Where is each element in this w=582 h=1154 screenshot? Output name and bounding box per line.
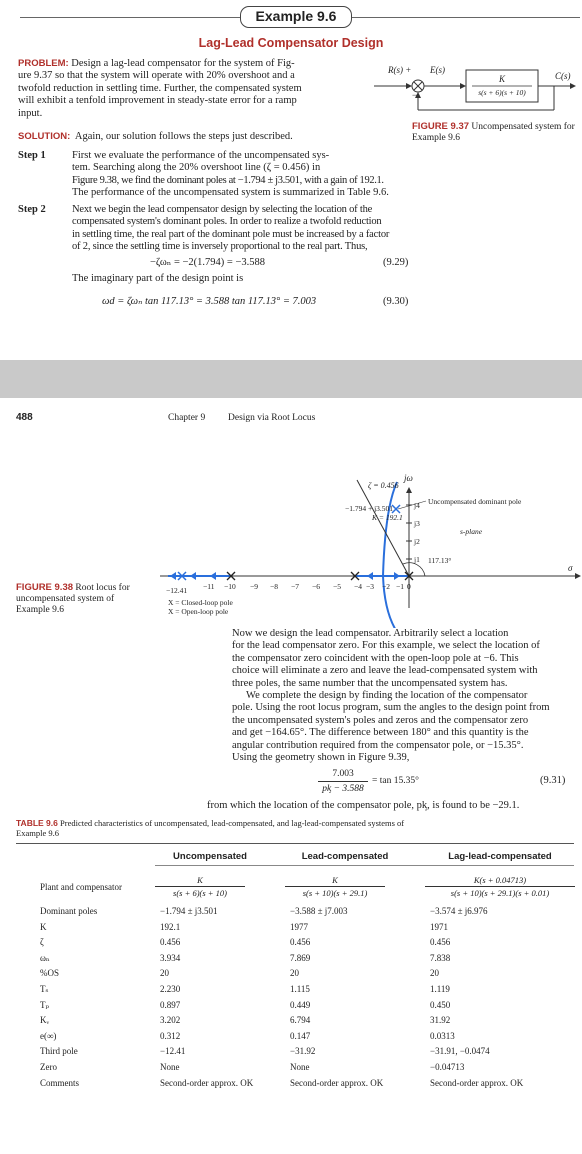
body-line: Using the geometry shown in Figure 9.39, xyxy=(232,752,410,764)
equation-929: −ζωₙ = −2(1.794) = −3.588 xyxy=(150,257,266,268)
body-line: Now we design the lead compensator. Arbitrarily select a location xyxy=(232,628,509,639)
tf-numerator: K xyxy=(498,74,505,84)
final-line: from which the location of the compensator pole, pᶄ, is found to be −29.1. xyxy=(207,800,520,811)
locus-branch-upper xyxy=(383,482,397,576)
row-label: Zero xyxy=(40,1062,57,1072)
row-label: Tₚ xyxy=(40,999,50,1010)
problem-line: will exhibit a tenfold improvement in steady-state error for a ramp xyxy=(18,95,297,107)
minus-sign: − xyxy=(412,90,418,100)
plant-num: K xyxy=(197,875,203,885)
table-header-rule xyxy=(155,865,574,866)
problem-line: Design a lag-lead compensator for the system of Fig- xyxy=(71,58,295,69)
table-cell: 3.934 xyxy=(160,952,181,963)
table-cell: 20 xyxy=(160,968,169,979)
chapter-title: Design via Root Locus xyxy=(228,413,316,423)
body-paragraph-1 xyxy=(232,628,572,690)
body-line: for the lead compensator zero. For this example, we select the location of xyxy=(232,640,540,652)
table-cell: 0.449 xyxy=(290,999,311,1010)
table-label: TABLE 9.6 xyxy=(16,818,58,828)
step2-line: Next we begin the lead compensator design by selecting the location of the xyxy=(72,204,373,215)
table-cell: 3.202 xyxy=(160,1015,181,1026)
problem-line: twofold reduction in settling time. Further, the compensated system xyxy=(18,82,302,94)
plant-uncompensated xyxy=(155,875,245,898)
figure937-label: FIGURE 9.37 xyxy=(412,121,470,132)
legend-closed-loop: X = Closed-loop pole xyxy=(168,598,233,607)
body-line: the uncompensated system's poles and zeros and the compensator zero xyxy=(232,714,529,726)
table-cell: 31.92 xyxy=(430,1015,451,1026)
step1-paragraph xyxy=(72,150,417,200)
error-label: E(s) xyxy=(430,65,445,75)
table-cell: 1.119 xyxy=(430,984,450,994)
row-label: K xyxy=(40,921,47,932)
table-cell: 0.312 xyxy=(160,1030,181,1041)
pole-point-label: −1.794 + j3.501 xyxy=(345,504,394,513)
body-line: We complete the design by finding the location of the compensator xyxy=(246,690,528,701)
plant-lead xyxy=(285,875,385,898)
row-label: ωₙ xyxy=(40,952,50,963)
table-cell: None xyxy=(290,1062,310,1072)
page-488 xyxy=(0,398,582,1154)
table-caption xyxy=(16,818,576,838)
table-caption-text-2: Example 9.6 xyxy=(16,828,59,838)
table-cell: 6.794 xyxy=(290,1015,311,1026)
figure938-caption xyxy=(16,582,166,616)
row-label: Third pole xyxy=(40,1046,78,1057)
step2-line: compensated system's dominant poles. In order to realize a twofold reduction xyxy=(72,216,382,228)
table-cell: 0.456 xyxy=(290,937,311,948)
step1-line: First we evaluate the performance of the uncompensated sys- xyxy=(72,150,330,161)
body-paragraph-2 xyxy=(232,690,572,764)
figure938-caption-line: uncompensated system of xyxy=(16,594,115,604)
plant-num: K(s + 0.04713) xyxy=(473,875,527,885)
x-tick: −8 xyxy=(270,582,278,591)
table-top-rule xyxy=(16,843,574,844)
table-cell: 7.838 xyxy=(430,952,451,963)
body-line: pole. Using the root locus program, sum the angles to the design point from xyxy=(232,702,550,714)
table-cell: 0.147 xyxy=(290,1030,311,1041)
row-label: e(∞) xyxy=(40,1030,57,1041)
eq931-denominator: pᶄ − 3.588 xyxy=(322,784,364,794)
figure937-caption xyxy=(412,121,582,144)
x-tick: −2 xyxy=(382,582,390,591)
table-cell: −1.794 ± j3.501 xyxy=(160,906,218,916)
table-cell: Second-order approx. OK xyxy=(290,1077,384,1088)
table-cell: 1.115 xyxy=(290,984,310,994)
step2-line: of 2, since the settling time is inversely proportional to the real part. Thus, xyxy=(72,241,368,253)
body-line: three poles, the same number that the uncompensated system has. xyxy=(232,677,508,689)
annotation-leader xyxy=(398,501,426,509)
step1-label: Step 1 xyxy=(18,150,46,161)
body-line: and get −164.65°. The difference between 180° and this quantity is the xyxy=(232,727,529,739)
col-header-uncompensated: Uncompensated xyxy=(173,851,247,862)
table-cell: 1971 xyxy=(430,921,448,932)
row-label-plant: Plant and compensator xyxy=(40,882,122,892)
table-caption-text: Predicted characteristics of uncompensated, lead-compensated, and lag-lead-compensated systems of xyxy=(60,818,405,828)
figure938-caption-line: Root locus for xyxy=(75,583,130,593)
tick-j2: j2 xyxy=(414,537,420,546)
eq931-numerator: 7.003 xyxy=(332,769,354,779)
table-cell: 0.456 xyxy=(430,937,451,948)
table-cell: 20 xyxy=(290,968,299,979)
page-separator xyxy=(0,360,582,398)
equation-930: ωd = ζωₙ tan 117.13° = 3.588 tan 117.13° = 7.003 xyxy=(102,296,317,307)
row-label: Kᵥ xyxy=(40,1015,50,1026)
x-tick: −11 xyxy=(203,582,215,591)
table-cell: 0.450 xyxy=(430,999,451,1010)
problem-paragraph xyxy=(18,58,368,120)
x-tick: −6 xyxy=(312,582,320,591)
plant-den: s(s + 10)(s + 29.1)(s + 0.01) xyxy=(450,888,550,898)
solution-label: SOLUTION: xyxy=(18,131,71,142)
closed-loop-poles xyxy=(178,505,400,580)
body-line: the compensator zero coincident with the open-loop pole at −6. This xyxy=(232,652,519,664)
x-tick: −3 xyxy=(366,582,374,591)
annotation-label: Uncompensated dominant pole xyxy=(428,497,522,506)
x-tick: 0 xyxy=(407,582,411,591)
zeta-label: ζ = 0.456 xyxy=(368,481,399,490)
step1-line: The performance of the uncompensated system is summarized in Table 9.6. xyxy=(72,187,389,199)
x-tick: −1 xyxy=(396,582,404,591)
jw-label: jω xyxy=(404,473,413,483)
table-cell: 20 xyxy=(430,968,439,979)
example-title: Example 9.6 xyxy=(240,6,352,28)
table-cell: Second-order approx. OK xyxy=(160,1077,254,1088)
imaginary-part-text: The imaginary part of the design point is xyxy=(72,273,244,284)
tick-j3: j3 xyxy=(414,519,420,528)
page-number: 488 xyxy=(16,412,33,423)
step1-line: Figure 9.38, we find the dominant poles at −1.794 ± j3.501, with a gain of 192.1. xyxy=(72,174,384,186)
tick-j1: j1 xyxy=(414,555,420,564)
table-cell: 192.1 xyxy=(160,921,181,932)
table-cell: 7.869 xyxy=(290,952,311,963)
row-label: %OS xyxy=(40,968,60,979)
row-label: Tₛ xyxy=(40,984,49,994)
table-cell: −3.574 ± j6.976 xyxy=(430,906,488,916)
page-top xyxy=(0,0,582,360)
table-cell: 0.456 xyxy=(160,937,181,948)
step2-label: Step 2 xyxy=(18,204,46,215)
input-label: R(s) + xyxy=(388,65,412,75)
col-header-lead: Lead-compensated xyxy=(301,851,389,862)
tick-j4: j4 xyxy=(414,501,420,510)
output-label: C(s) xyxy=(555,71,571,81)
table-cell: −0.04713 xyxy=(430,1062,465,1072)
row-label: Comments xyxy=(40,1077,80,1088)
figure938-label: FIGURE 9.38 xyxy=(16,582,74,593)
solution-text: Again, our solution follows the steps just described. xyxy=(74,131,293,142)
eq931-rhs: = tan 15.35° xyxy=(372,776,419,786)
x-tick: −4 xyxy=(354,582,362,591)
row-label: Dominant poles xyxy=(40,906,98,916)
x-tick: −9 xyxy=(250,582,258,591)
body-line: angular contribution required from the compensator pole, or −15.35°. xyxy=(232,739,524,751)
table-cell: −12.41 xyxy=(160,1046,186,1057)
step2-paragraph xyxy=(72,204,417,254)
equation-929-number: (9.29) xyxy=(383,257,409,268)
plant-den: s(s + 10)(s + 29.1) xyxy=(302,888,368,898)
plant-num: K xyxy=(332,875,338,885)
table-cell: −31.91, −0.0474 xyxy=(430,1046,490,1057)
problem-line: ure 9.37 so that the system will operate with 20% overshoot and a xyxy=(18,70,295,82)
chapter-label: Chapter 9 xyxy=(168,413,206,423)
table-cell: −31.92 xyxy=(290,1046,316,1057)
figure937-caption-line: Uncompensated system for xyxy=(471,122,575,132)
table-cell: 0.897 xyxy=(160,999,181,1010)
table-cell: 1977 xyxy=(290,921,308,932)
gain-label: K = 192.1 xyxy=(372,513,403,522)
problem-label: PROBLEM: xyxy=(18,58,69,69)
solution-line xyxy=(18,131,418,143)
angle-label: 117.13° xyxy=(428,556,452,565)
example-subtitle: Lag-Lead Compensator Design xyxy=(198,36,384,50)
table-cell: 2.230 xyxy=(160,984,181,994)
step2-line: in settling time, the real part of the dominant pole must be increased by a factor xyxy=(72,228,390,240)
plant-lag-lead xyxy=(425,875,575,898)
x-tick: −10 xyxy=(224,582,236,591)
step1-line: tem. Searching along the 20% overshoot line (ζ = 0.456) in xyxy=(72,162,321,174)
table-cell: −3.588 ± j7.003 xyxy=(290,906,348,916)
figure938-caption-line: Example 9.6 xyxy=(16,605,65,615)
eq931-fraction-bar xyxy=(318,781,368,782)
legend-open-loop: X = Open-loop pole xyxy=(168,607,229,616)
figure937-caption-line: Example 9.6 xyxy=(412,133,461,143)
x-tick: −7 xyxy=(291,582,299,591)
breakpoint-label: −12.41 xyxy=(166,586,188,595)
table-cell: Second-order approx. OK xyxy=(430,1077,524,1088)
x-tick: −5 xyxy=(333,582,341,591)
problem-line: input. xyxy=(18,107,43,119)
table-cell: 0.0313 xyxy=(430,1030,455,1041)
s-plane-label: s-plane xyxy=(460,527,483,536)
plant-den: s(s + 6)(s + 10) xyxy=(173,888,227,898)
table-cell: None xyxy=(160,1062,180,1072)
eq931-number: (9.31) xyxy=(540,775,566,786)
row-label: ζ xyxy=(40,937,44,948)
col-header-lag-lead: Lag-lead-compensated xyxy=(448,851,552,862)
body-line: choice will eliminate a zero and leave the lead-compensated system with xyxy=(232,665,538,677)
sigma-label: σ xyxy=(568,563,573,573)
equation-930-number: (9.30) xyxy=(383,296,409,307)
tf-denominator: s(s + 6)(s + 10) xyxy=(478,88,526,97)
